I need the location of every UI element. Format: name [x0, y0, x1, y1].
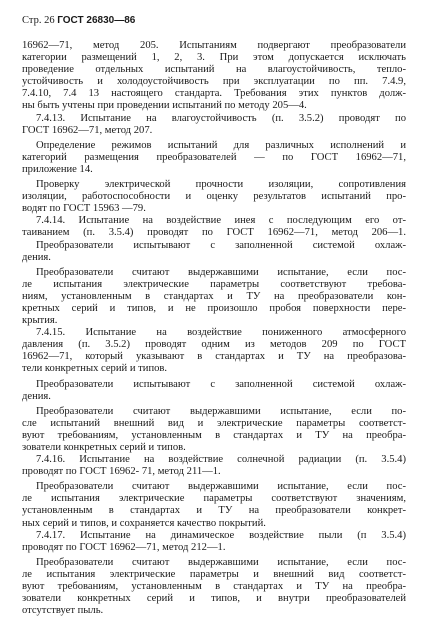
text-line: кретных серий и типов, и не произошло пробоя поверхности пере-: [22, 302, 406, 314]
text-line: ле испытания электрические параметры соответствуют требова-: [22, 278, 406, 290]
section-heading-7-4-14: 7.4.14. Испытание на воздействие инея с последующим его от-: [36, 215, 406, 227]
text-line: Определение режимов испытаний для различных исполнений и: [36, 139, 406, 151]
text-line: Преобразователи считают выдержавшими испытание, если пос-: [36, 266, 406, 278]
text-line: Преобразователи считают выдержавшими испытание, если по-: [36, 405, 406, 417]
text-line: изоляции, работоспособности и оценку результатов испытаний про-: [22, 191, 406, 203]
text-line: зователи конкретных серий и типов.: [22, 442, 186, 453]
text-line: отсутствует пыль.: [22, 605, 104, 617]
document-page: [22, 14, 406, 617]
page-header: [22, 14, 406, 28]
text-line: проведение отдельных испытаний на влагоустойчивость, тепло-: [22, 64, 406, 76]
text-line: дения.: [22, 390, 51, 402]
standard-designation: ГОСТ 26830—86: [57, 15, 136, 26]
text-line: категорий размещения преобразователей — по ГОСТ 16962—71,: [22, 151, 406, 163]
text-line: зователи конкретных серий и типов, и внутри преобразователей: [22, 593, 406, 605]
text-line: устойчивость и холодоустойчивость при эксплуатации по пп. 7.4.9,: [22, 76, 406, 88]
text-line: вуют требованиям, установленным в стандартах и ТУ на преобра-: [22, 429, 406, 441]
text-line: водят по ГОСТ 15963 —79.: [22, 203, 146, 215]
text-line: тели конкретных серий и типов.: [22, 363, 168, 375]
text-line: давления (п. 3.5.2) проводят одним из методов 209 по ГОСТ: [22, 339, 406, 351]
document-body: [22, 40, 406, 617]
text-line: Проверку электрической прочности изоляции, сопротивления: [36, 179, 406, 191]
section-heading-7-4-13: 7.4.13. Испытание на влагоустойчивость (п. 3.5.2) проводят по: [36, 112, 406, 124]
text-line: проводят по ГОСТ 16962—71, метод 212—1.: [22, 541, 226, 553]
section-heading-7-4-17: 7.4.17. Испытание на динамическое воздействие пыли (п 3.5.4): [36, 529, 406, 541]
text-line: приложение 14.: [22, 163, 93, 175]
text-line: 16962—71, метод 205. Испытаниям подвергают преобразователи: [22, 40, 406, 51]
text-line: ных серий и типов, и сохраняется качество покрытий.: [22, 517, 266, 529]
text-line: категории размещений 1, 2, 3. При этом допускается исключать: [22, 52, 406, 64]
text-line: Преобразователи испытывают с заполненной системой охлаж-: [36, 378, 406, 390]
text-line: сле испытаний внешний вид и электрические параметры соответст-: [22, 417, 406, 429]
text-line: 16962—71, который указывают в стандартах и ТУ на преобразова-: [22, 351, 406, 363]
section-heading-7-4-16: 7.4.16. Испытание на воздействие солнечной радиации (п. 3.5.4): [36, 454, 406, 466]
text-line: ле испытания электрические параметры соответствуют значениям,: [22, 493, 406, 505]
text-line: ниям, установленным в стандартах и ТУ на преобразователи кон-: [22, 290, 406, 302]
text-line: ны быть учтены при проведении испытаний по методу 205—4.: [22, 100, 307, 112]
text-line: крытия.: [22, 315, 58, 327]
text-line: проводят по ГОСТ 16962- 71, метод 211—1.: [22, 466, 221, 478]
text-line: ле испытания электрические параметры и внешний вид соответст-: [22, 568, 406, 580]
page-number: Стр. 26: [22, 15, 55, 26]
text-line: Преобразователи считают выдержавшими испытание, если пос-: [36, 556, 406, 568]
text-line: Преобразователи испытывают с заполненной системой охлаж-: [36, 239, 406, 251]
text-line: дения.: [22, 251, 51, 263]
text-line: Преобразователи считают выдержавшими испытание, если пос-: [36, 481, 406, 493]
text-line: 7.4.10, 7.4 13 настоящего стандарта. Требования этих пунктов долж-: [22, 88, 406, 100]
section-heading-7-4-15: 7.4.15. Испытание на воздействие пониженного атмосферного: [36, 327, 406, 339]
text-line: установленным в стандартах и ТУ на преобразователи конкрет-: [22, 505, 406, 517]
text-line: таиванием (п. 3.5.4) проводят по ГОСТ 16962—71, метод 206—1.: [22, 227, 406, 239]
text-line: ГОСТ 16962—71, метод 207.: [22, 124, 153, 136]
text-line: вуют требованиям, установленным в стандартах и ТУ на преобра-: [22, 581, 406, 593]
